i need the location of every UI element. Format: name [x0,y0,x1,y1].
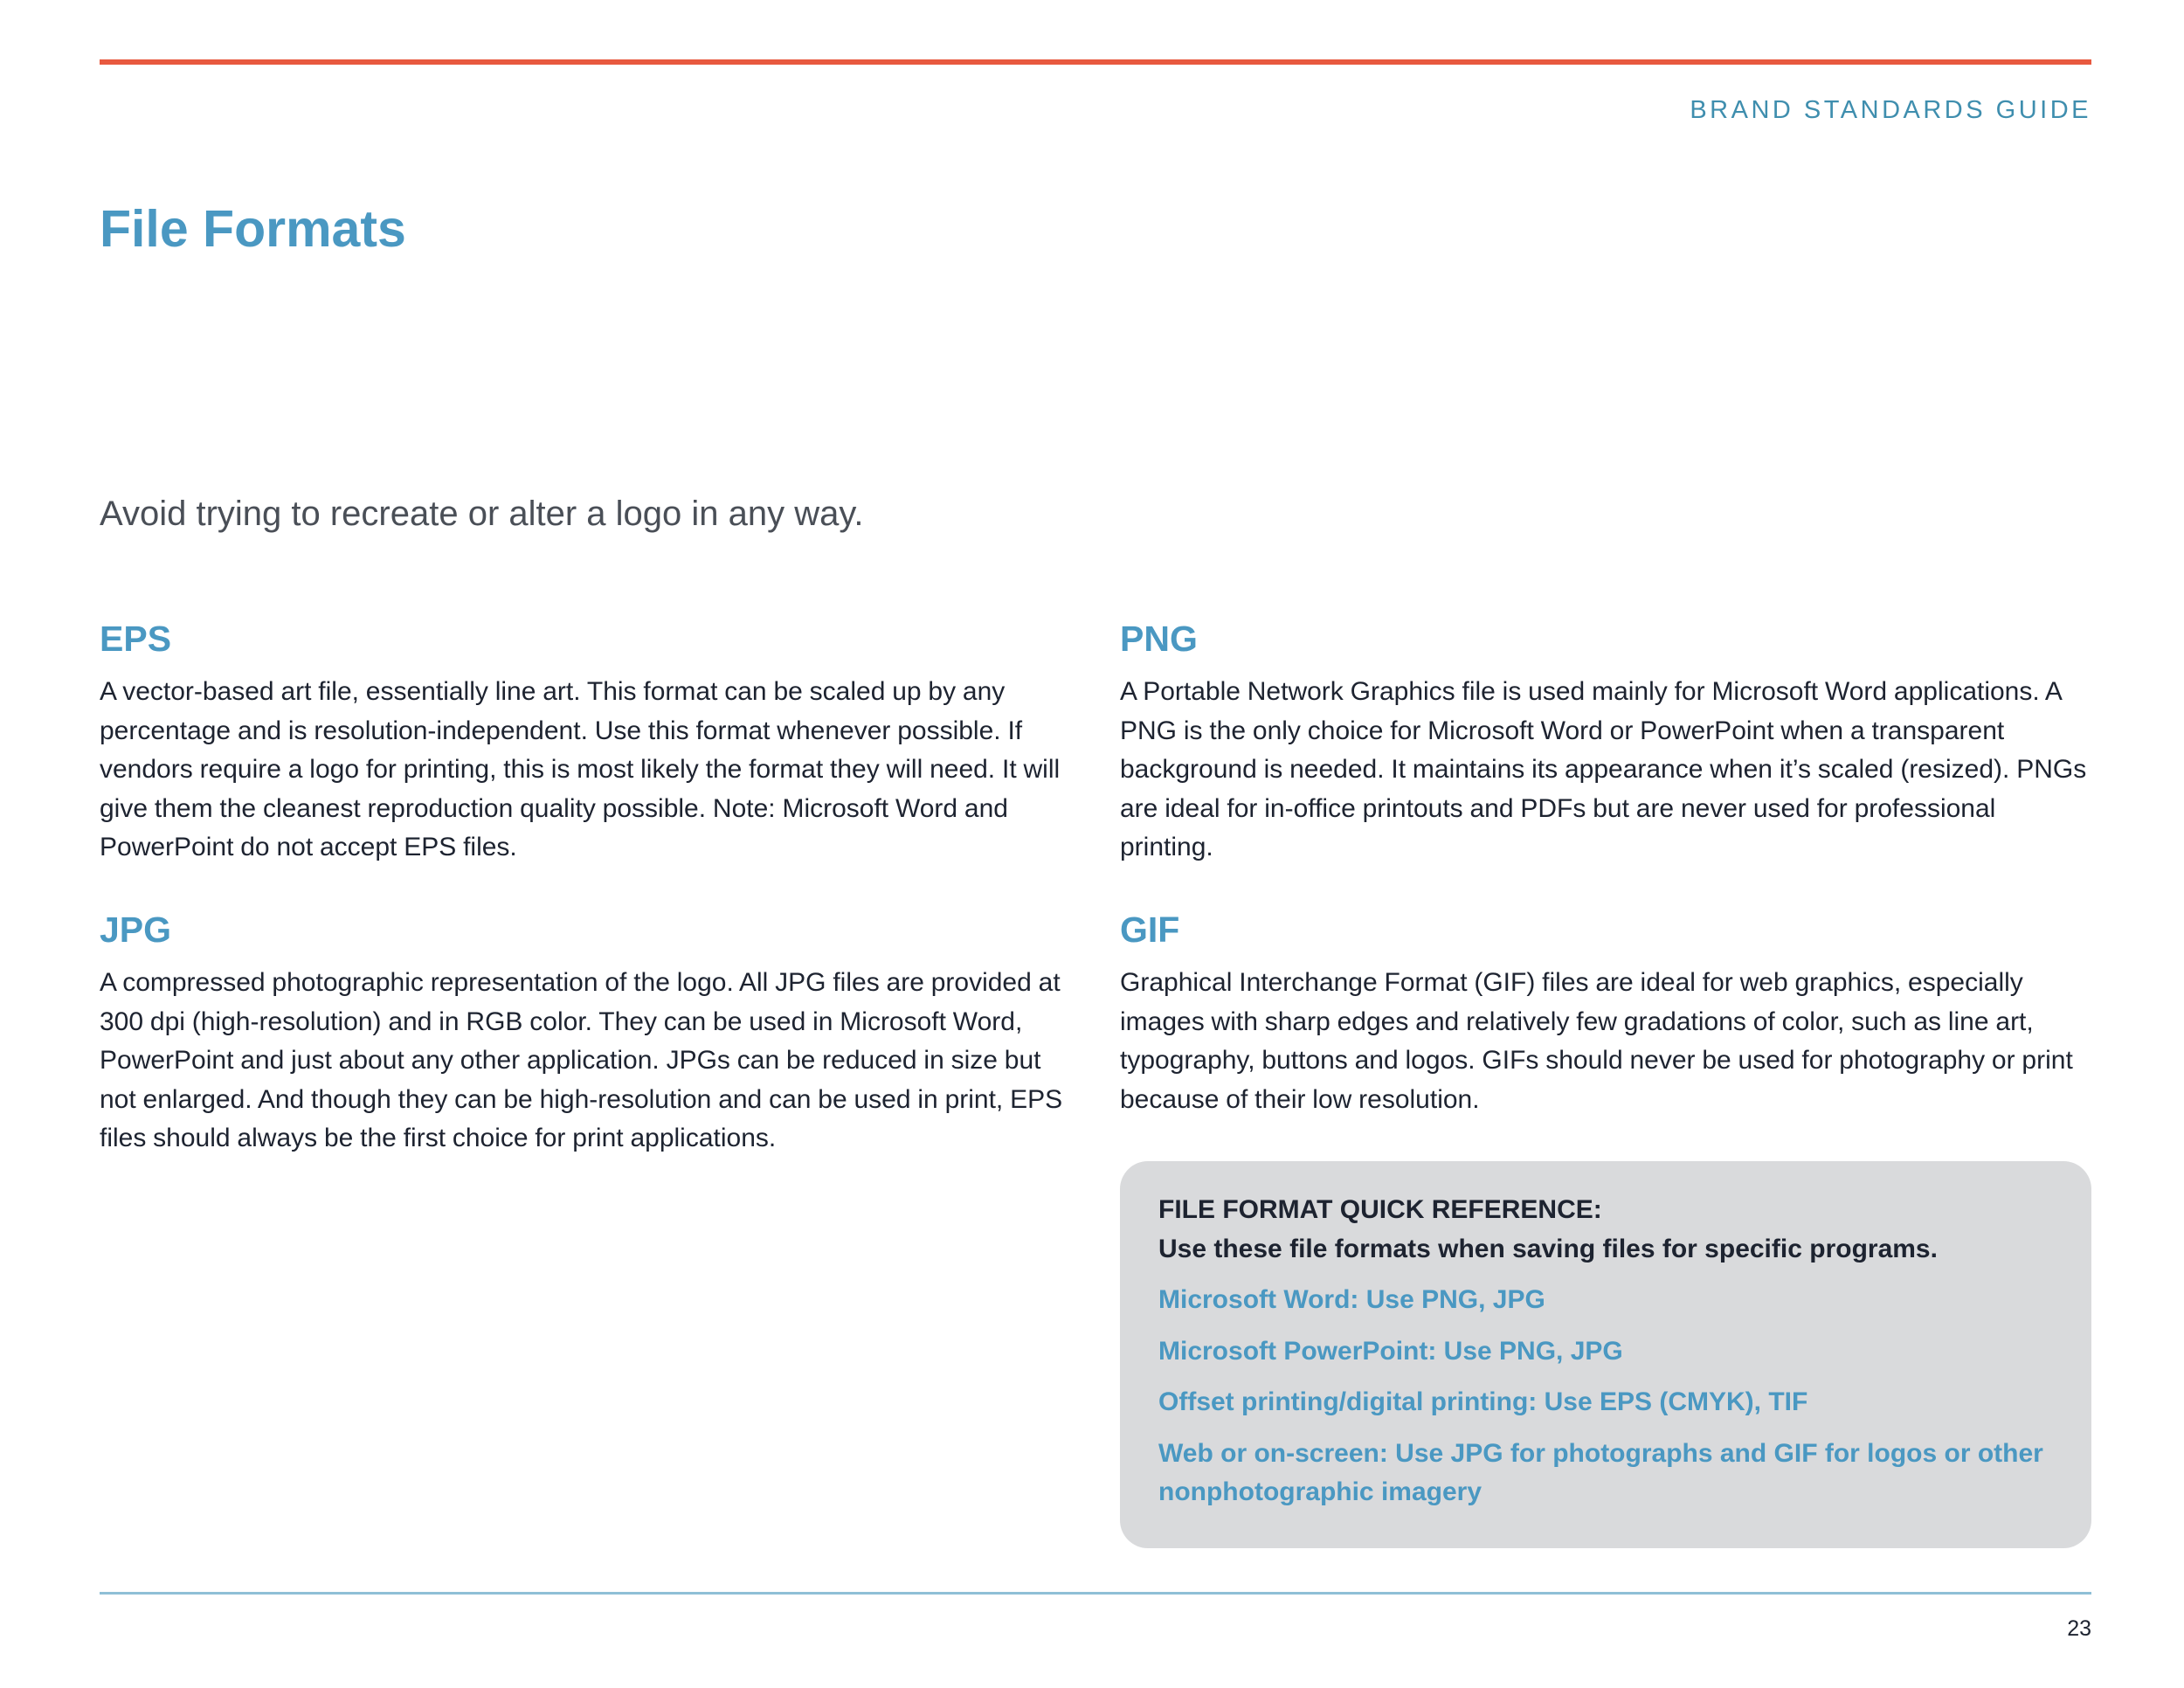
intro-text: Avoid trying to recreate or alter a logo in any way. [100,495,864,533]
gif-heading: GIF [1120,910,1180,950]
gif-body: Graphical Interchange Format (GIF) files are ideal for web graphics, especially images with sharp edges and relatively few gradations of color, such as line art, typography, buttons and logos. GIFs should never be used for photography or print because of their low resolution. [1120,968,2073,1114]
png-heading: PNG [1120,619,1198,659]
footer-rule [100,1592,2091,1595]
page-title: File Formats [100,200,406,258]
page-number: 23 [2067,1616,2091,1641]
quick-reference-list [1158,1281,2053,1512]
eps-body: A vector-based art file, essentially line art. This format can be scaled up by any percentage and is resolution-independent. Use this format whenever possible. If vendors require a logo for printing, this is most likely the format they will need. It will give them the cleanest reproduction quality possible. Note: Microsoft Word and PowerPoint do not accept EPS files. [100,677,1061,861]
quick-reference-heading: FILE FORMAT QUICK REFERENCE: [1158,1195,1602,1224]
quick-reference-item: Microsoft Word: Use PNG, JPG [1158,1285,1545,1314]
jpg-heading: JPG [100,910,172,950]
eps-heading: EPS [100,619,172,659]
quick-reference-subheading: Use these file formats when saving files for specific programs. [1158,1234,1938,1263]
quick-reference-item: Offset printing/digital printing: Use EPS (CMYK), TIF [1158,1387,1808,1416]
top-accent-rule [100,59,2091,65]
running-head: BRAND STANDARDS GUIDE [1690,96,2091,124]
png-section [1120,617,2090,868]
quick-reference-item: Web or on-screen: Use JPG for photographs and GIF for logos or other nonphotographic imagery [1158,1438,2043,1506]
jpg-section [100,908,1069,1159]
quick-reference-item: Microsoft PowerPoint: Use PNG, JPG [1158,1336,1623,1366]
jpg-body: A compressed photographic representation of the logo. All JPG files are provided at 300 dpi (high-resolution) and in RGB color. They can be used in Microsoft Word, PowerPoint and just about any other application. JPGs can be reduced in size but not enlarged. And though they can be high-resolution and can be used in print, EPS files should always be the first choice for print applications. [100,968,1063,1152]
eps-section [100,617,1069,868]
quick-reference-panel [1120,1161,2091,1548]
gif-section [1120,908,2090,1119]
png-body: A Portable Network Graphics file is used mainly for Microsoft Word applications. A PNG is the only choice for Microsoft Word or PowerPoint when a transparent background is needed. It maintains its appearance when it’s scaled (resized). PNGs are ideal for in-office printouts and PDFs but are never used for professional printing. [1120,677,2087,861]
